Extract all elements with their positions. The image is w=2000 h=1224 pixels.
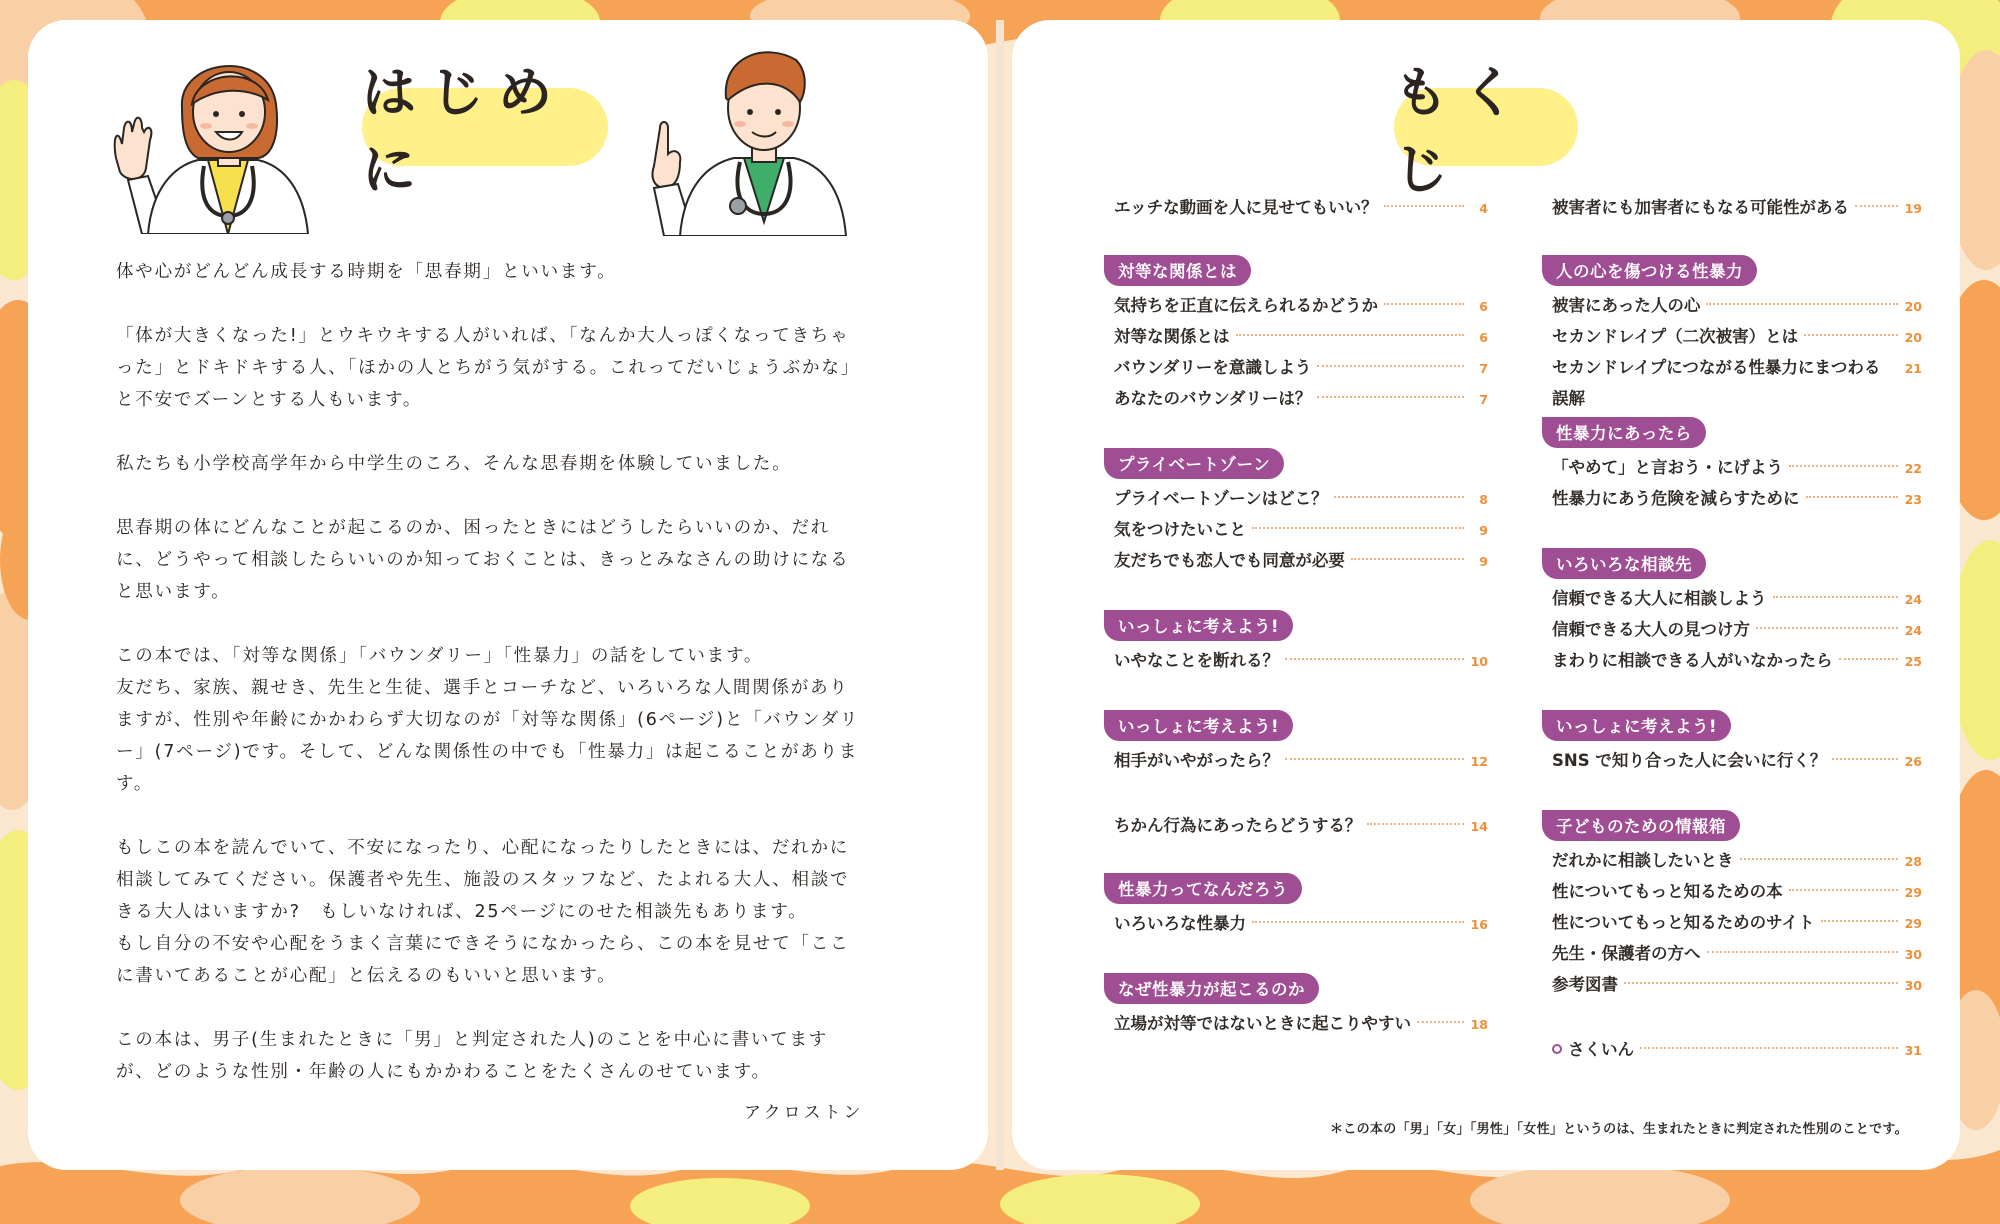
toc-entry-title: 参考図書 xyxy=(1552,975,1618,994)
intro-paragraph: この本では、「対等な関係」「バウンダリー」「性暴力」の話をしています。 xyxy=(116,646,764,666)
toc-entry-title: プライベートゾーンはどこ？ xyxy=(1114,489,1328,508)
toc-section-badge: 子どものための情報箱 xyxy=(1542,810,1740,841)
leader-dots xyxy=(1367,823,1464,825)
toc-entry-title: バウンダリーを意識しよう xyxy=(1114,358,1312,377)
toc-entry[interactable] xyxy=(1104,745,1488,776)
toc-entry-title: 信頼できる大人に相談しよう xyxy=(1552,589,1767,608)
toc-page-number: 16 xyxy=(1470,917,1488,932)
toc-entry-title: 先生・保護者の方へ xyxy=(1552,944,1701,963)
toc-entry-title: さくいん xyxy=(1568,1040,1634,1059)
page-title-left: はじめに xyxy=(362,61,566,201)
leader-dots xyxy=(1236,334,1465,336)
toc-entry[interactable] xyxy=(1542,938,1922,969)
toc-entry-title: 被害にあった人の心 xyxy=(1552,296,1701,315)
toc-entry[interactable] xyxy=(1104,290,1488,321)
toc-entry-title: 性についてもっと知るための本 xyxy=(1552,882,1783,901)
toc-entry[interactable] xyxy=(1104,483,1488,514)
toc-entry[interactable] xyxy=(1542,876,1922,907)
toc-page-number: 6 xyxy=(1479,330,1488,345)
toc-entry-title: あなたのバウンダリーは？ xyxy=(1114,389,1312,408)
toc-entry[interactable] xyxy=(1104,192,1488,223)
leader-dots xyxy=(1640,1047,1898,1049)
toc-page-number: 25 xyxy=(1904,654,1922,669)
toc-page-number: 19 xyxy=(1904,201,1922,216)
toc-section-badge: プライベートゾーン xyxy=(1104,448,1284,479)
toc-page-number: 29 xyxy=(1904,885,1922,900)
toc-page-number: 30 xyxy=(1904,978,1922,993)
intro-paragraph: 「体が大きくなった!」とウキウキする人がいれば、「なんか大人っぽくなってきちゃった」とドキドキする人、「ほかの人とちがう気がする。これってだいじょうぶかな」と不安でズーンとする人もいます。 xyxy=(116,326,860,410)
toc-entry[interactable] xyxy=(1104,383,1488,414)
toc-entry[interactable] xyxy=(1104,321,1488,352)
toc-page-number: 18 xyxy=(1470,1017,1488,1032)
toc-section xyxy=(1542,548,1922,676)
toc-entry[interactable] xyxy=(1542,845,1922,876)
toc-entry[interactable] xyxy=(1104,810,1488,841)
leader-dots xyxy=(1821,920,1898,922)
toc-page-number: 9 xyxy=(1479,523,1488,538)
toc-entry-title: SNS で知り合った人に会いに行く？ xyxy=(1552,751,1827,770)
toc-entry-title: 立場が対等ではないときに起こりやすい xyxy=(1114,1014,1411,1033)
toc-entry-title: 「やめて」と言おう・にげよう xyxy=(1552,458,1783,477)
mokuji-title xyxy=(1394,61,1578,201)
hajimeni-title xyxy=(362,61,608,201)
toc-entry[interactable] xyxy=(1542,583,1922,614)
leader-dots xyxy=(1384,205,1464,207)
toc-entry[interactable] xyxy=(1542,969,1922,1000)
toc-entry-title: セカンドレイプ（二次被害）とは xyxy=(1552,327,1799,346)
leader-dots xyxy=(1384,303,1464,305)
leader-dots xyxy=(1773,596,1899,598)
leader-dots xyxy=(1789,465,1898,467)
leader-dots xyxy=(1334,496,1464,498)
toc-section xyxy=(1104,810,1488,841)
toc-entry-title: 気持ちを正直に伝えられるかどうか xyxy=(1114,296,1378,315)
leader-dots xyxy=(1855,205,1898,207)
toc-section xyxy=(1104,192,1488,223)
leader-dots xyxy=(1317,365,1464,367)
toc-page-number: 14 xyxy=(1470,819,1488,834)
toc-page-number: 28 xyxy=(1904,854,1922,869)
intro-paragraph: 思春期の体にどんなことが起こるのか、困ったときにはどうしたらいいのか、だれに、どうやって相談したらいいのか知っておくことは、きっとみなさんの助けになると思います。 xyxy=(116,518,850,602)
intro-paragraph: 友だち、家族、親せき、先生と生徒、選手とコーチなど、いろいろな人間関係がありますが、性別や年齢にかかわらず大切なのが「対等な関係」(6ページ)と「バウンダリー」(7ページ)です。そして、どんな関係性の中でも「性暴力」は起こることがあります。 xyxy=(116,678,860,794)
leader-dots xyxy=(1252,527,1464,529)
intro-paragraph: もしこの本を読んでいて、不安になったり、心配になったりしたときには、だれかに相談してみてください。保護者や先生、施設のスタッフなど、たよれる大人、相談できる大人はいますか? もしいなければ、25ページにのせた相談先もあります。 xyxy=(116,838,850,922)
toc-page-number: 24 xyxy=(1904,592,1922,607)
male-doctor-illustration xyxy=(636,36,856,236)
toc-page-number: 9 xyxy=(1479,554,1488,569)
toc-entry-title: エッチな動画を人に見せてもいい？ xyxy=(1114,198,1378,217)
leader-dots xyxy=(1832,758,1898,760)
toc-section-badge: いっしょに考えよう! xyxy=(1104,610,1293,641)
leader-dots xyxy=(1706,303,1898,305)
intro-paragraph: 私たちも小学校高学年から中学生のころ、そんな思春期を体験していました。 xyxy=(116,454,792,474)
leader-dots xyxy=(1285,758,1464,760)
toc-entry-title: 対等な関係とは xyxy=(1114,327,1230,346)
toc-section-badge: 性暴力にあったら xyxy=(1542,417,1706,448)
toc-section xyxy=(1542,1034,1922,1065)
toc-page-number: 20 xyxy=(1904,299,1922,314)
intro-paragraph: もし自分の不安や心配をうまく言葉にできそうになかったら、この本を見せて「ここに書いてあることが心配」と伝えるのもいいと思います。 xyxy=(116,934,850,986)
toc-entry[interactable] xyxy=(1104,352,1488,383)
toc-entry-title: ちかん行為にあったらどうする？ xyxy=(1114,816,1362,835)
toc-entry-title: いやなことを断れる？ xyxy=(1114,651,1279,670)
toc-section xyxy=(1104,973,1488,1039)
toc-page-number: 12 xyxy=(1470,754,1488,769)
toc-page-number: 23 xyxy=(1904,492,1922,507)
toc-entry[interactable] xyxy=(1104,514,1488,545)
toc-section xyxy=(1104,610,1488,676)
intro-paragraph: この本は、男子(生まれたときに「男」と判定された人)のことを中心に書いてますが、どのような性別・年齢の人にもかかわることをたくさんのせています。 xyxy=(116,1030,829,1082)
toc-column-1 xyxy=(1104,192,1488,1073)
toc-entry-title: 気をつけたいこと xyxy=(1114,520,1246,539)
toc-section-badge: 対等な関係とは xyxy=(1104,255,1251,286)
toc-page-number: 24 xyxy=(1904,623,1922,638)
page-title-right: もくじ xyxy=(1394,61,1530,201)
toc-entry[interactable] xyxy=(1104,908,1488,939)
leader-dots xyxy=(1317,396,1464,398)
leader-dots xyxy=(1806,496,1899,498)
leader-dots xyxy=(1707,951,1899,953)
toc-entry-title: 相手がいやがったら？ xyxy=(1114,751,1279,770)
female-doctor-illustration xyxy=(108,48,318,234)
toc-column-2 xyxy=(1542,192,1922,1097)
toc-section-badge: いろいろな相談先 xyxy=(1542,548,1706,579)
toc-entry[interactable] xyxy=(1542,745,1922,776)
toc-section xyxy=(1104,255,1488,414)
toc-page-number: 21 xyxy=(1904,361,1922,376)
toc-page-number: 8 xyxy=(1479,492,1488,507)
intro-paragraph: 体や心がどんどん成長する時期を「思春期」といいます。 xyxy=(116,262,617,282)
toc-section xyxy=(1542,810,1922,1000)
toc-page-number: 30 xyxy=(1904,947,1922,962)
intro-text xyxy=(116,256,866,1120)
author-name: アクロストン xyxy=(744,1103,864,1123)
toc-entry-title: まわりに相談できる人がいなかったら xyxy=(1552,651,1833,670)
toc-entry[interactable] xyxy=(1542,321,1922,352)
toc-entry[interactable] xyxy=(1542,192,1922,223)
toc-section xyxy=(1542,710,1922,776)
toc-entry[interactable] xyxy=(1542,452,1922,483)
toc-entry-title: 性暴力にあう危険を減らすために xyxy=(1552,489,1800,508)
toc-section xyxy=(1542,192,1922,223)
toc-entry[interactable] xyxy=(1104,1008,1488,1039)
leader-dots xyxy=(1351,558,1464,560)
toc-entry-title: 被害者にも加害者にもなる可能性がある xyxy=(1552,198,1849,217)
footnote: ＊この本の「男」「女」「男性」「女性」というのは、生まれたときに判定された性別のことです。 xyxy=(1330,1122,1908,1137)
toc-section-badge: 性暴力ってなんだろう xyxy=(1104,873,1302,904)
toc-entry[interactable] xyxy=(1104,645,1488,676)
toc-page-number: 20 xyxy=(1904,330,1922,345)
toc-entry-title: いろいろな性暴力 xyxy=(1114,914,1246,933)
leader-dots xyxy=(1417,1021,1464,1023)
toc-entry-title: セカンドレイプにつながる性暴力にまつわる誤解 xyxy=(1552,358,1881,408)
leader-dots xyxy=(1804,334,1898,336)
toc-page-number: 10 xyxy=(1470,654,1488,669)
toc-section xyxy=(1104,873,1488,939)
leader-dots xyxy=(1839,658,1899,660)
toc-entry[interactable] xyxy=(1542,290,1922,321)
ring-bullet-icon xyxy=(1552,1044,1562,1054)
toc-page-number: 31 xyxy=(1904,1043,1922,1058)
toc-section-badge: いっしょに考えよう! xyxy=(1542,710,1731,741)
toc-section-badge: なぜ性暴力が起こるのか xyxy=(1104,973,1319,1004)
toc-entry[interactable] xyxy=(1542,614,1922,645)
toc-entry-title: だれかに相談したいとき xyxy=(1552,851,1734,870)
toc-section xyxy=(1542,255,1922,408)
toc-entry-title: 友だちでも恋人でも同意が必要 xyxy=(1114,551,1345,570)
toc-entry[interactable] xyxy=(1542,483,1922,514)
toc-section xyxy=(1542,417,1922,514)
toc-page-number: 22 xyxy=(1904,461,1922,476)
toc-entry-title: 性についてもっと知るためのサイト xyxy=(1552,913,1815,932)
toc-entry-title: 信頼できる大人の見つけ方 xyxy=(1552,620,1750,639)
toc-page-number: 6 xyxy=(1479,299,1488,314)
leader-dots xyxy=(1756,627,1898,629)
toc-page-number: 26 xyxy=(1904,754,1922,769)
leader-dots xyxy=(1252,921,1464,923)
toc-section-badge: 人の心を傷つける性暴力 xyxy=(1542,255,1757,286)
toc-page-number: 7 xyxy=(1479,361,1488,376)
toc-page-number: 7 xyxy=(1479,392,1488,407)
toc-page-number: 4 xyxy=(1479,201,1488,216)
leader-dots xyxy=(1624,982,1898,984)
toc-entry[interactable] xyxy=(1542,352,1922,408)
toc-section-badge: いっしょに考えよう! xyxy=(1104,710,1293,741)
toc-page-number: 29 xyxy=(1904,916,1922,931)
leader-dots xyxy=(1285,658,1464,660)
toc-entry[interactable] xyxy=(1542,907,1922,938)
toc-entry[interactable] xyxy=(1542,645,1922,676)
toc-entry[interactable] xyxy=(1104,545,1488,576)
toc-section xyxy=(1104,448,1488,576)
leader-dots xyxy=(1740,858,1899,860)
toc-section xyxy=(1104,710,1488,776)
leader-dots xyxy=(1789,889,1898,891)
toc-entry[interactable] xyxy=(1542,1034,1922,1065)
